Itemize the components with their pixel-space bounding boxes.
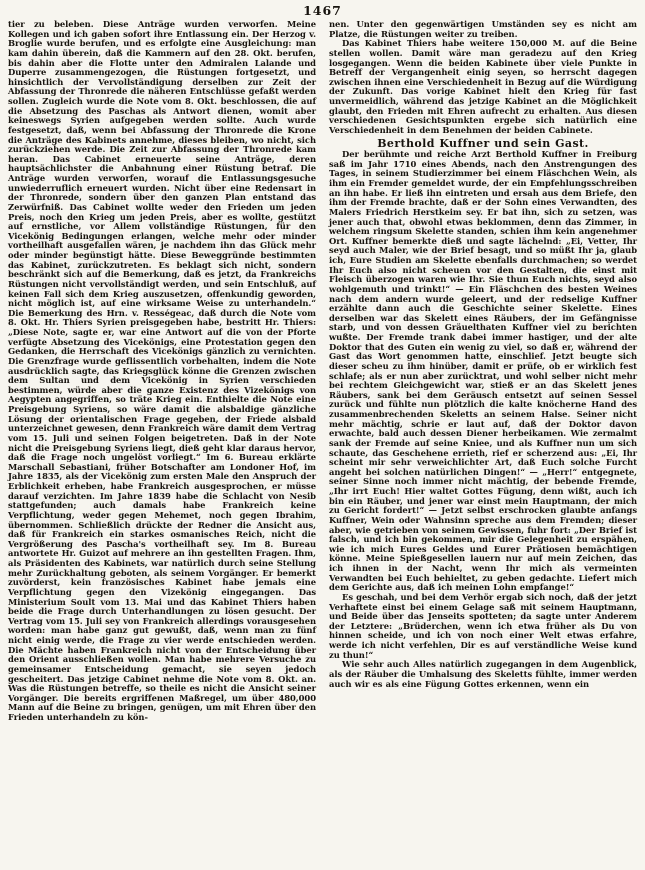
article-paragraph-continuation: tier zu beleben. Diese Anträge wurden verworfen. Meine Kollegen und ich gaben sofort ihre Entlassung ein. Der Herzog v. Broglie wurde berufen, und es erfolgte eine Ausgleichung: man kam dahin überein, daß die Kammern auf den 28. Okt. berufen, bis dahin aber die Flotte unter den Admiralen Lalande und Duperre zusammengezogen, die Rüstungen fortgesetzt, und hinsichtlich der Vervollständigung derselben zur Zeit der Abfassung der Thronrede die näheren Entschlüsse gefaßt werden sollen. Zugleich wurde die Note vom 8. Okt. beschlossen, die auf die Absetzung des Paschas als Antwort dienen, womit aber keineswegs Syrien aufgegeben werden sollte. Auch wurde festgesetzt, daß, wenn bei Abfassung der Thronrede die Krone die Anträge des Kabinets annehme, dieses bleiben, wo nicht, sich zurückziehen werde. Die Zeit zur Abfassung der Thronrede kam heran. Das Cabinet erneuerte seine Anträge, deren hauptsächlichster die Anbahnung einer Rüstung betraf. Die Anträge wurden verworfen, worauf die Entlassungsgesuche unwiederruflich erneuert wurden. Nicht über eine Redensart in der Thronrede, sondern über den ganzen Plan entstand das Zerwürfniß. Das Cabinet wollte weder den Frieden um jeden Preis, noch den Krieg um jeden Preis, aber es wollte, gestützt auf ernstliche, vor Allem vollständige Rüstungen, für den Vicekönig Bedingungen erlangen, welche mehr oder minder vortheilhaft ausgefallen wären, je nachdem ihn das Glück mehr oder minder begünstigt hätte. Diese Beweggründe bestimmten das Kabinet, zurückzutreten. Es beklagt sich nicht, sondern beschränkt sich auf die Bemerkung, daß es jetzt, da Frankreichs Rüstungen nicht vervollständigt werden, und sein Entschluß, auf keinen Fall sich dem Krieg auszusetzen, offenkundig geworden, nicht möglich ist, auf eine wirksame Weise zu unterhandeln.“ Die Bemerkung des Hrn. v. Rességeac, daß durch die Note vom 8. Okt. Hr. Thiers Syrien preisgegeben habe, bestritt Hr. Thiers: „Diese Note, sagte er, war eine Antwort auf die von der Pforte verfügte Absetzung des Vicekönigs, eine Protestation gegen den Gedanken, die Herrschaft des Vicekönigs gänzlich zu vernichten. Die Grenzfrage wurde geflissentlich vorbehalten, indem die Note ausdrücklich sagte, das Kriegsglück könne die Grenzen zwischen dem Sultan und dem Vicekönig in Syrien verschieden bestimmen, würde aber die ganze Existenz des Vizekönigs von Aegypten angegriffen, so träte Krieg ein. Enthielte die Note eine Preisgebung Syriens, so wäre damit die alsbaldige gänzliche Lösung der orientalischen Frage gegeben, der Friede alsbald unterzeichnet gewesen, denn Frankreich wäre damit dem Vertrag vom 15. Juli und seinen Folgen beigetreten. Daß in der Note nicht die Preisgebung Syriens liegt, dieß geht klar daraus hervor, daß die Frage noch ungelöst vorliegt.“ Im 6. Bureau erklärte Marschall Sebastiani, früher Botschafter am Londoner Hof, im Jahre 1835, als der Vicekönig zum ersten Male den Anspruch der Erblichkeit erheben, habe Frankreich ausgesprochen, er müsse darauf verzichten. Im Jahre 1839 habe die Schlacht von Nesib stattgefunden; auch damals habe Frankreich keine Verpflichtung, weder gegen Mehemet, noch gegen Ibrahim, übernommen. Schließlich drückte der Redner die Ansicht aus, daß für Frankreich ein starkes osmanisches Reich, nicht die Vergrößerung des Pascha's vortheilhaft sey. Im 8. Bureau antwortete Hr. Guizot auf mehrere an ihn gestellten Fragen. Ihm, als Präsidenten des Kabinets, war natürlich durch seine Stellung mehr Zurückhaltung geboten, als seinem Vorgänger. Er bemerkt zuvörderst, kein französisches Kabinet habe jemals eine Verpflichtung gegen den Vizekönig eingegangen. Das Ministerium Soult vom 13. Mai und das Kabinet Thiers haben beide die Frage durch Unterhandlungen zu lösen gesucht. Der Vertrag vom 15. Juli sey von Frankreich allerdings vorausgesehen worden: man habe ganz gut gewußt, daß, wenn man zu fünf nicht einig werde, die Frage zu vier werde entschieden werden. Die Mächte haben Frankreich nicht von der Entscheidung über den Orient ausschließen wollen. Man habe mehrere Versuche zu gemeinsamer Entscheidung gemacht, sie seyen jedoch gescheitert. Das jetzige Cabinet nehme die Note vom 8. Okt. an. Was die Rüstungen betreffe, so theile es nicht die Ansicht seiner Vorgänger. Die bereits ergriffenen Maßregel, um über 480,000 Mann auf die Beine zu bringen, genügen, um mit Ehren über den Frieden unterhandeln zu kön-	[8, 19, 317, 722]
column-layout	[8, 20, 637, 723]
left-column	[8, 20, 316, 723]
story-paragraph: Der berühmte und reiche Arzt Berthold Kuffner in Freiburg saß im Jahr 1710 eines Abends, nach den Anstrengungen des Tages, in seinem Studierzimmer bei einem Fläschchen Wein, als ihm ein Fremder gemeldet wurde, der ein Empfehlungsschreiben an ihn habe. Er ließ ihn eintreten und ersah aus dem Briefe, den ihm der Fremde brachte, daß er der Sohn eines Verwandten, des Malers Friedrich Herstkeim sey. Er bat ihn, sich zu setzen, was jener auch that, obwohl etwas beklommen, denn das Zimmer, in welchem ringsum Skelette standen, schien ihm kein angenehmer Ort. Kuffner bemerkte dieß und sagte lächelnd: „Ei, Vetter, Ihr seyd auch Maler, wie der Brief besagt, und so müßt Ihr ja, glaub ich, Eure Studien am Skelette ebenfalls durchmachen; so werdet Ihr Euch also nicht scheuen vor den Gestalten, die einst mit Fleisch überzogen waren wie Ihr. Sie thun Euch nichts, seyd also wohlgemuth und trinkt!“ — Ein Fläschchen des besten Weines nach dem andern wurde geleert, und der redselige Kuffner erzählte dann auch die Geschichte seiner Skelette. Eines derselben war das Skelett eines Räubers, der im Gefängnisse starb, und von dessen Gräuelthaten Kuffner viel zu berichten wußte. Der Fremde trank dabei immer hastiger, und der alte Doktor that des Guten ein wenig zu viel, so daß er, während der Gast das Wort genommen hatte, einschlief. Jetzt beugte sich dieser scheu zu ihm hinüber, damit er prüfe, ob er wirklich fest schlafe; als er nun aber zurücktrat, und wohl selber nicht mehr bei rechtem Gleichgewicht war, stieß er an das Skelett jenes Räubers, sank bei dem Geräusch entsetzt auf seinen Sessel zurück und fühlte nun plötzlich die kalte knöcherne Hand des zusammenbrechenden Skeletts an seinem Halse. Seiner nicht mehr mächtig, schrie er laut auf, daß der Doktor davon erwachte, bald auch dessen Diener herbeikamen. Wie zermalmt sank der Fremde auf seine Kniee, und als Kuffner nun um sich schaute, das Geschehene errieth, rief er scherzend aus: „Ei, Ihr scheint mir sehr verweichlichter Art, daß Euch solche Furcht angeht bei solchen natürlichen Dingen!“ — „Herr!“ entgegnete, seiner Sinne noch immer nicht mächtig, der bebende Fremde, „Ihr irrt Euch! Hier waltet Gottes Fügung, denn wißt, auch ich bin ein Räuber, und jener war einst mein Hauptmann, der mich zu Gericht fordert!“ — Jetzt selbst erschrocken glaubte anfangs Kuffner, Wein oder Wahnsinn spreche aus dem Fremden; dieser aber, wie getrieben von seinem Gewissen, fuhr fort: „Der Brief ist falsch, und ich bin gekommen, mir die Gelegenheit zu erspähen, wie ich mich Eures Geldes und Eurer Prätiosen bemächtigen könne. Meine Spießgesellen lauern nur auf mein Zeichen, das ich ihnen in der Nacht, wenn Ihr mich als vermeinten Verwandten bei Euch behieltet, zu geben gedachte. Liefert mich dem Gerichte aus, daß ich meinen Lohn empfange!“	[329, 149, 637, 593]
story-paragraph: Es geschah, und bei dem Verhör ergab sich noch, daß der jetzt Verhaftete einst bei einem Gelage saß mit seinem Hauptmann, und Beide über das Jenseits spotteten; da sagte unter Anderem der Letztere: „Brüderchen, wenn ich etwa früher als Du von hinnen scheide, und ich von noch einer Welt etwas erfahre, werde ich nicht verfehlen, Dir es auf verständliche Weise kund zu thun!“	[329, 591, 637, 660]
page-number: 1467	[303, 3, 342, 18]
article-paragraph-continuation: nen. Unter den gegenwärtigen Umständen sey es nicht am Platze, die Rüstungen weiter zu treiben.	[329, 19, 637, 39]
article-paragraph: Das Kabinet Thiers habe weitere 150,000 M. auf die Beine stellen wollen. Damit wäre man geradezu auf den Krieg losgegangen. Wenn die beiden Kabinete über viele Punkte in Betreff der Vergangenheit einig seyen, so herrscht dagegen zwischen ihnen eine Verschiedenheit in Bezug auf die Würdigung der Zukunft. Das vorige Kabinet hielt den Krieg für fast unvermeidlich, während das jetzige Kabinet an die Möglichkeit glaubt, den Frieden mit Ehren aufrecht zu erhalten. Aus diesen verschiedenen Gesichtspunkten ergebe sich natürlich eine Verschiedenheit in dem Benehmen der beiden Cabinete.	[329, 38, 637, 135]
right-column	[329, 20, 637, 689]
story-title: Berthold Kuffner und sein Gast.	[377, 136, 589, 150]
story-paragraph: Wie sehr auch Alles natürlich zugegangen in dem Augenblick, als der Räuber die Umhalsung des Skeletts fühlte, immer werden auch wir es als eine Fügung Gottes erkennen, wenn ein	[329, 659, 637, 689]
